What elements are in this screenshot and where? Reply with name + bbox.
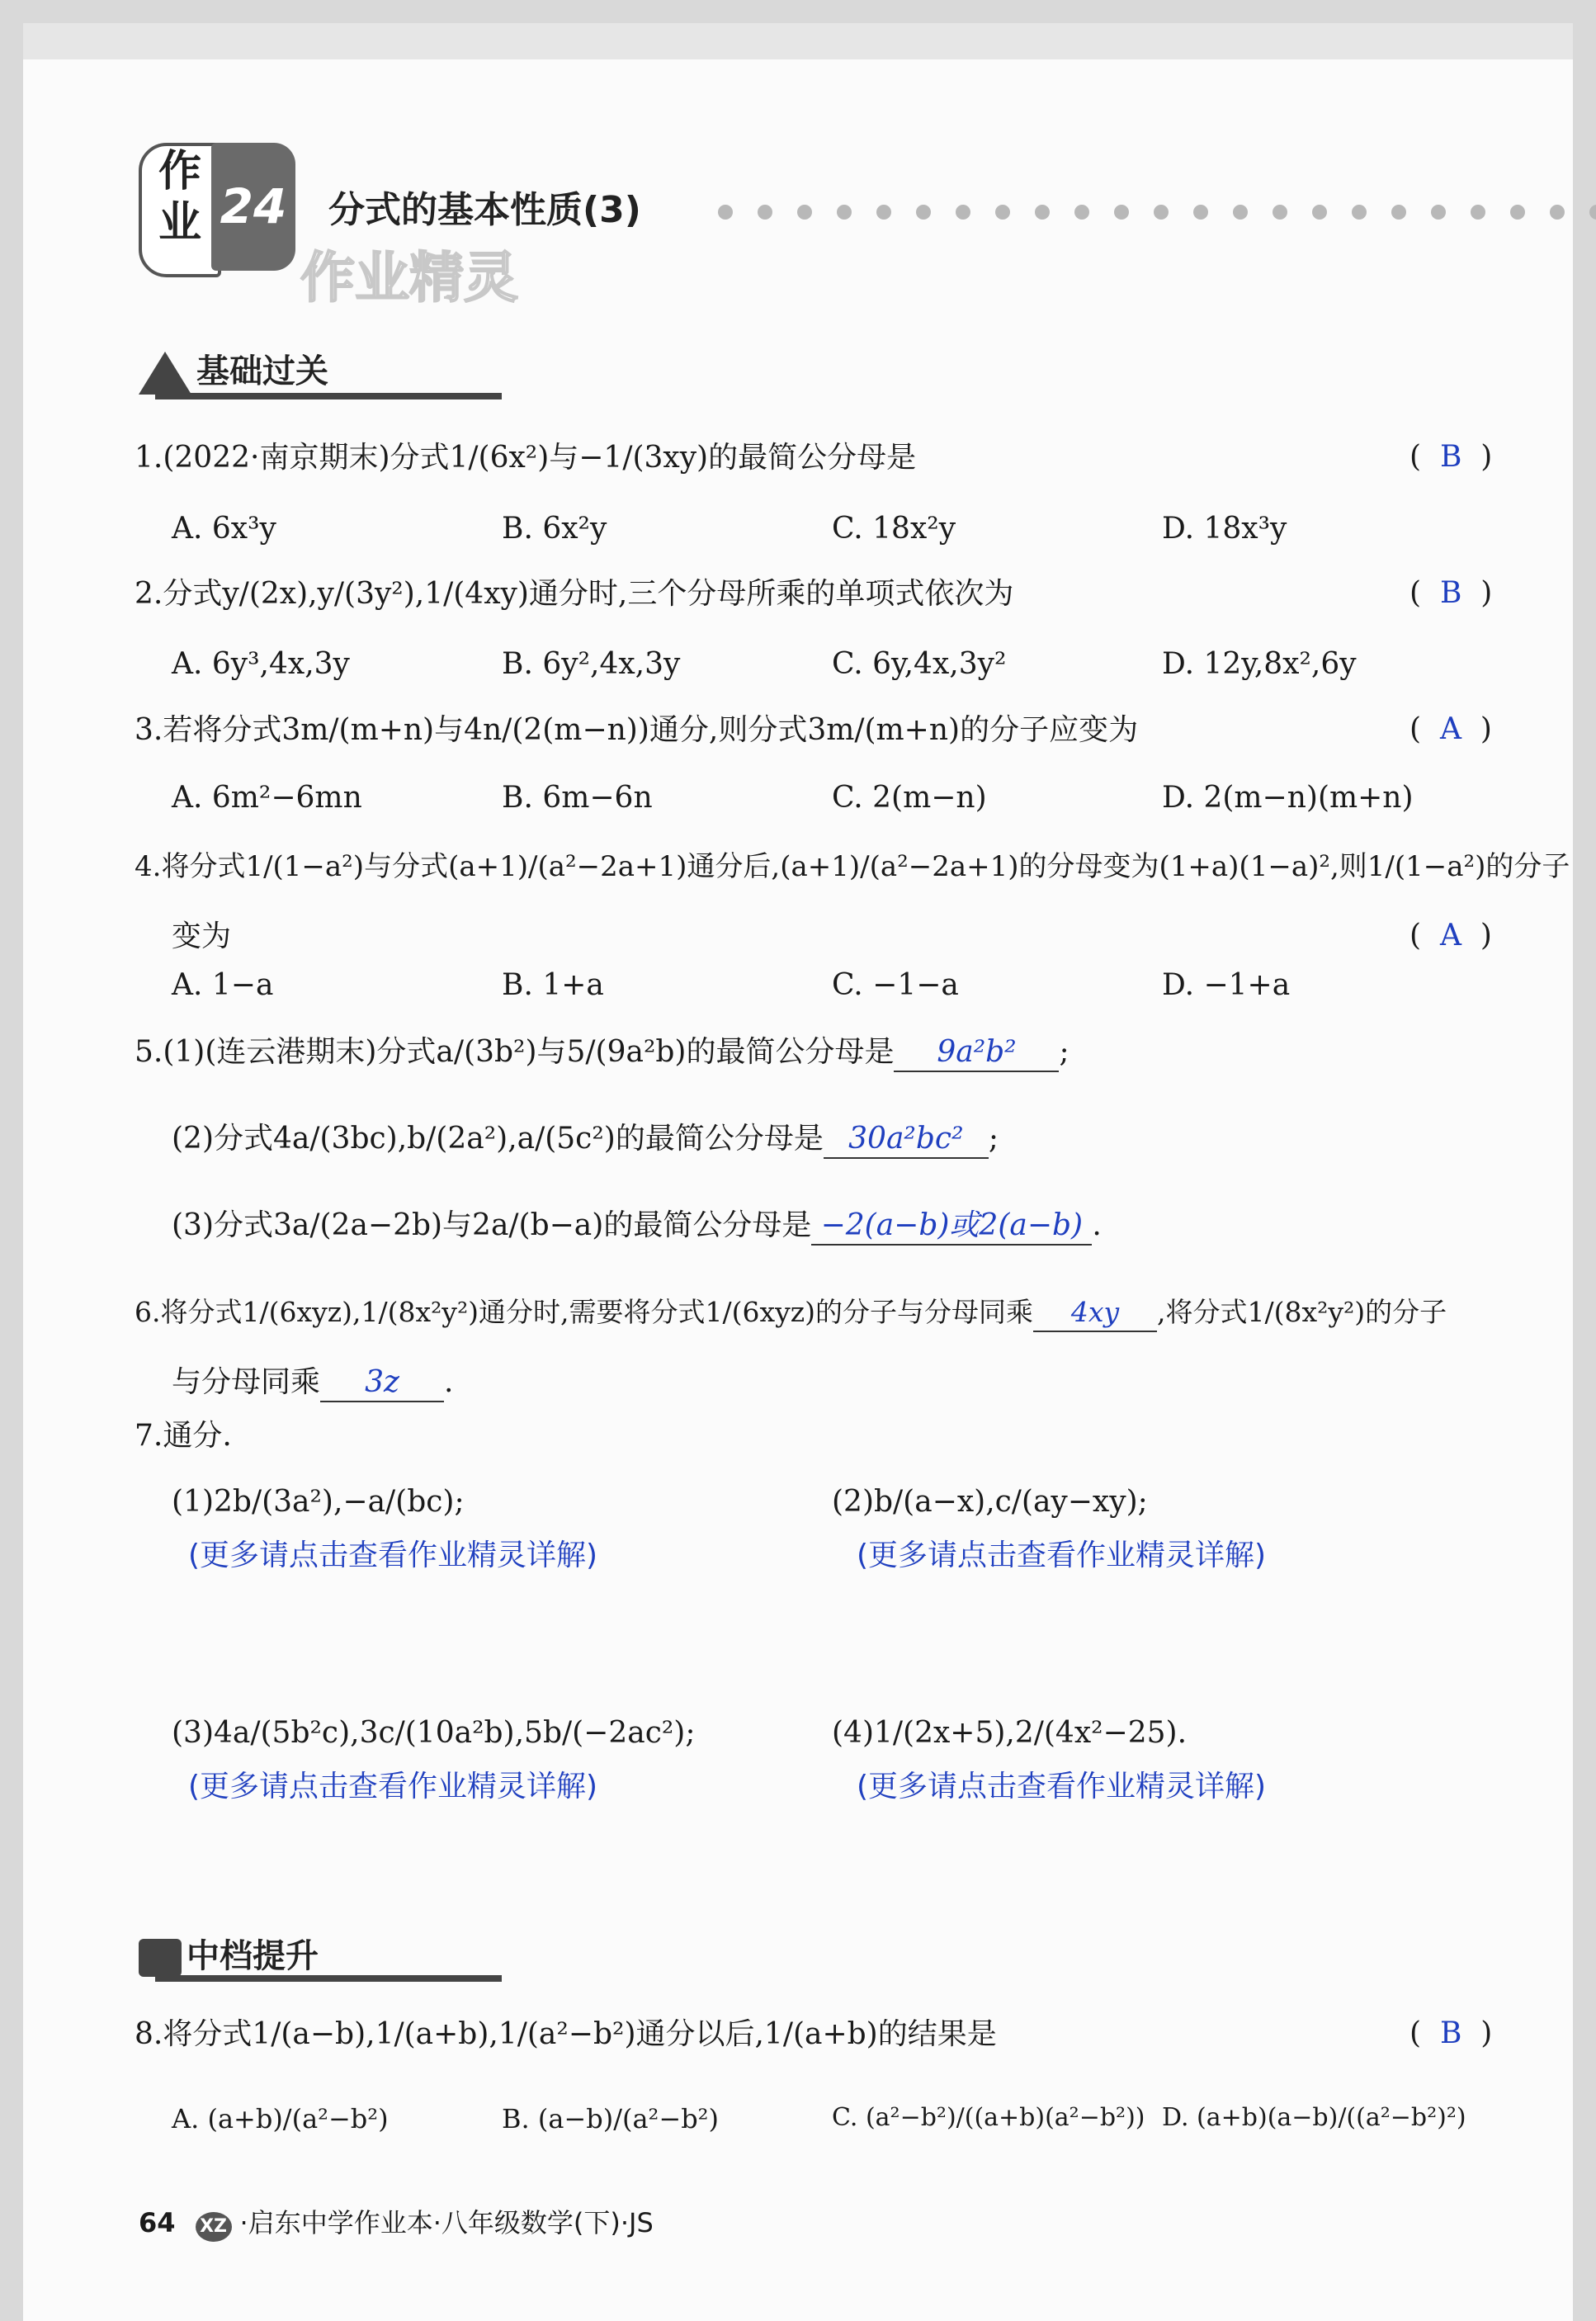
q5-part2: (2)分式4a/(3bc),b/(2a²),a/(5c²)的最简公分母是 30a²bc² ; <box>172 1121 999 1159</box>
q4-answer: A <box>1439 919 1461 953</box>
q3-option-a: A. 6m²−6mn <box>172 781 362 815</box>
q2-option-d: D. 12y,8x²,6y <box>1162 647 1357 681</box>
q6-answer1: 4xy <box>1070 1296 1120 1328</box>
q3-stem: 3.若将分式3m/(m+n)与4n/(2(m−n))通分,则分式3m/(m+n)的分子应变为 <box>135 713 1139 747</box>
section-basic: 基础过关 <box>139 345 328 395</box>
q3-option-d: D. 2(m−n)(m+n) <box>1162 781 1414 815</box>
q3-answer-box: ( A ) <box>1409 712 1492 746</box>
q5-part3: (3)分式3a/(2a−2b)与2a/(b−a)的最简公分母是 −2(a−b)或2(a−b) . <box>172 1208 1102 1246</box>
q5-answer1: 9a²b² <box>937 1035 1017 1069</box>
q4-option-d: D. −1+a <box>1162 968 1291 1002</box>
q5-answer2: 30a²bc² <box>848 1122 964 1156</box>
q8-option-d: D. (a+b)(a−b)/((a²−b²)²) <box>1162 2103 1466 2132</box>
q3-option-c: C. 2(m−n) <box>832 781 987 815</box>
q1-option-a: A. 6x³y <box>172 512 276 546</box>
q1-option-d: D. 18x³y <box>1162 512 1287 546</box>
q3-answer: A <box>1439 712 1461 746</box>
publisher-logo: XZ <box>196 2212 232 2242</box>
q2-answer-box: ( B ) <box>1409 576 1493 610</box>
q8-option-a: A. (a+b)/(a²−b²) <box>172 2103 389 2134</box>
q1-option-b: B. 6x²y <box>502 512 607 546</box>
q1-answer: B <box>1439 440 1462 474</box>
badge-number: 24 <box>211 143 295 271</box>
q5-answer3: −2(a−b)或2(a−b) <box>820 1208 1084 1242</box>
page-title: 分式的基本性质(3) <box>328 189 641 231</box>
q2-option-b: B. 6y²,4x,3y <box>502 647 681 681</box>
q7-sub3: (3)4a/(5b²c),3c/(10a²b),5b/(−2ac²); <box>172 1716 696 1750</box>
triangle-icon <box>139 352 191 395</box>
q1-option-c: C. 18x²y <box>832 512 956 546</box>
page-footer <box>139 2202 654 2242</box>
assignment-badge <box>139 126 304 275</box>
q2-answer: B <box>1439 576 1462 610</box>
q8-stem: 8.将分式1/(a−b),1/(a+b),1/(a²−b²)通分以后,1/(a+b)的结果是 <box>135 2017 997 2051</box>
q6-line1: 6.将分式1/(6xyz),1/(8x²y²)通分时,需要将分式1/(6xyz)的分子与分母同乘 4xy ,将分式1/(8x²y²)的分子 <box>135 1294 1447 1332</box>
q8-option-b: B. (a−b)/(a²−b²) <box>502 2103 719 2134</box>
q6-answer2: 3z <box>365 1365 399 1399</box>
block-icon <box>139 1939 182 1977</box>
q8-answer-box: ( B ) <box>1409 2016 1493 2050</box>
workbook-page <box>23 23 1573 2321</box>
q4-option-a: A. 1−a <box>172 968 274 1002</box>
q7-sub1: (1)2b/(3a²),−a/(bc); <box>172 1485 465 1519</box>
q6-line2: 与分母同乘 3z . <box>172 1364 453 1402</box>
decorative-dots <box>718 205 1596 220</box>
q8-option-c: C. (a²−b²)/((a+b)(a²−b²)) <box>832 2103 1145 2132</box>
q7-sub4: (4)1/(2x+5),2/(4x²−25). <box>832 1716 1188 1750</box>
top-band <box>23 23 1573 59</box>
q4-option-b: B. 1+a <box>502 968 604 1002</box>
q3-option-b: B. 6m−6n <box>502 781 653 815</box>
q7-stem: 7.通分. <box>135 1419 232 1453</box>
badge-label: 作 业 <box>139 143 221 277</box>
q4-stem: 4.将分式1/(1−a²)与分式(a+1)/(a²−2a+1)通分后,(a+1)/(a²−2a+1)的分母变为(1+a)(1−a)²,则1/(1−a²)的分子 <box>135 850 1570 883</box>
section-intermediate: 中档提升 <box>139 1930 319 1977</box>
q4-stem-cont: 变为 <box>172 919 232 953</box>
q2-option-c: C. 6y,4x,3y² <box>832 647 1007 681</box>
q2-option-a: A. 6y³,4x,3y <box>172 647 350 681</box>
q4-option-c: C. −1−a <box>832 968 959 1002</box>
q1-answer-box: ( B ) <box>1409 440 1493 474</box>
q7-sub2-detail-link[interactable]: (更多请点击查看作业精灵详解) <box>857 1539 1267 1572</box>
q7-sub4-detail-link[interactable]: (更多请点击查看作业精灵详解) <box>857 1770 1267 1803</box>
q8-answer: B <box>1439 2016 1462 2050</box>
q7-sub2: (2)b/(a−x),c/(ay−xy); <box>832 1485 1148 1519</box>
q1-stem: 1.(2022·南京期末)分式1/(6x²)与−1/(3xy)的最简公分母是 <box>135 441 917 475</box>
watermark: 作业精灵 <box>300 246 518 310</box>
q4-answer-box: ( A ) <box>1409 919 1492 953</box>
page-number: 64 <box>139 2207 176 2238</box>
q7-sub1-detail-link[interactable]: (更多请点击查看作业精灵详解) <box>188 1539 598 1572</box>
q2-stem: 2.分式y/(2x),y/(3y²),1/(4xy)通分时,三个分母所乘的单项式依次为 <box>135 577 1014 611</box>
book-title: ·启东中学作业本·八年级数学(下)·JS <box>239 2207 654 2238</box>
q5-part1: 5.(1)(连云港期末)分式a/(3b²)与5/(9a²b)的最简公分母是 9a²b² ; <box>135 1034 1070 1072</box>
q7-sub3-detail-link[interactable]: (更多请点击查看作业精灵详解) <box>188 1770 598 1803</box>
